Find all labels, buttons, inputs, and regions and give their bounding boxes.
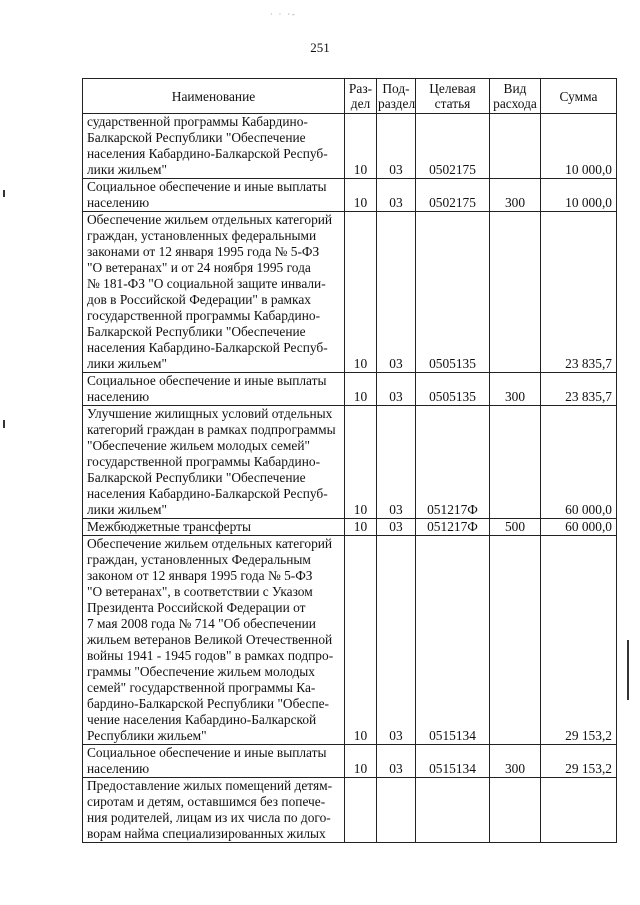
scan-mark: · · ·-: [270, 10, 297, 19]
cell-razdel: 10: [345, 406, 377, 519]
cell-name: Социальное обеспечение и иные выплаты населению: [83, 179, 345, 212]
margin-mark: [627, 640, 629, 700]
header-name: Наименование: [83, 79, 345, 114]
cell-summa: 60 000,0: [541, 406, 617, 519]
header-razdel: Раз- дел: [345, 79, 377, 114]
cell-summa: 23 835,7: [541, 373, 617, 406]
cell-razdel: 10: [345, 179, 377, 212]
table-row: [83, 373, 617, 406]
cell-vid: [490, 212, 541, 373]
table-header-row: [83, 79, 617, 114]
cell-statya: 0515134: [416, 536, 490, 745]
cell-razdel: 10: [345, 536, 377, 745]
cell-statya: 0515134: [416, 745, 490, 778]
cell-statya: 0502175: [416, 114, 490, 179]
cell-statya: [416, 778, 490, 843]
header-podrazdel: Под- раздел: [377, 79, 416, 114]
cell-name: Обеспечение жильем отдельных категорий граждан, установленных Федеральным законом от 12 января 1995 года № 5-ФЗ "О ветеранах", в соответствии с Указом Президента Российской Федерации от 7 мая 2008 года № 714 "Об обеспечении жильем ветеранов Великой Отечественной войны 1941 - 1945 годов" в рамках подпро- граммы "Обеспечение жильем молодых семей" государственной программы Ка- бардино-Балкарской Республики "Обеспе- чение населения Кабардино-Балкарской Республики жильем": [83, 536, 345, 745]
cell-summa: 60 000,0: [541, 519, 617, 536]
cell-statya: 0505135: [416, 212, 490, 373]
cell-podrazdel: 03: [377, 536, 416, 745]
table-row: [83, 212, 617, 373]
cell-name: Обеспечение жильем отдельных категорий граждан, установленных федеральными законами от 12 января 1995 года № 5-ФЗ "О ветеранах" и от 24 ноября 1995 года № 181-ФЗ "О социальной защите инвали- дов в Российской Федерации" в рамках государственной программы Кабардино- Балкарской Республики "Обеспечение населения Кабардино-Балкарской Респуб- лики жильем": [83, 212, 345, 373]
header-statya: Целевая статья: [416, 79, 490, 114]
cell-podrazdel: 03: [377, 373, 416, 406]
cell-podrazdel: 03: [377, 212, 416, 373]
cell-statya: 051217Ф: [416, 519, 490, 536]
cell-statya: 0502175: [416, 179, 490, 212]
cell-razdel: 10: [345, 212, 377, 373]
cell-summa: [541, 778, 617, 843]
cell-podrazdel: 03: [377, 114, 416, 179]
page-number: 251: [310, 40, 330, 55]
cell-vid: 300: [490, 373, 541, 406]
cell-name: Социальное обеспечение и иные выплаты населению: [83, 373, 345, 406]
cell-name: Предоставление жилых помещений детям- сиротам и детям, оставшимся без попече- ния родителей, лицам из их числа по дого- ворам найма специализированных жилых: [83, 778, 345, 843]
cell-summa: 10 000,0: [541, 179, 617, 212]
table-row: [83, 519, 617, 536]
cell-podrazdel: [377, 778, 416, 843]
cell-vid: [490, 406, 541, 519]
table-row: [83, 745, 617, 778]
cell-name: Улучшение жилищных условий отдельных категорий граждан в рамках подпрограммы "Обеспечение жильем молодых семей" государственной программы Кабардино- Балкарской Республики "Обеспечение населения Кабардино-Балкарской Респуб- лики жильем": [83, 406, 345, 519]
cell-podrazdel: 03: [377, 745, 416, 778]
cell-vid: [490, 536, 541, 745]
cell-summa: 29 153,2: [541, 536, 617, 745]
cell-summa: 23 835,7: [541, 212, 617, 373]
cell-vid: [490, 114, 541, 179]
cell-razdel: 10: [345, 745, 377, 778]
header-summa: Сумма: [541, 79, 617, 114]
header-vid: Вид расхода: [490, 79, 541, 114]
cell-razdel: 10: [345, 373, 377, 406]
cell-razdel: 10: [345, 519, 377, 536]
table-row: [83, 179, 617, 212]
table-row: [83, 536, 617, 745]
cell-vid: 300: [490, 745, 541, 778]
table-row: [83, 406, 617, 519]
cell-podrazdel: 03: [377, 179, 416, 212]
table-row: [83, 778, 617, 843]
cell-name: Межбюджетные трансферты: [83, 519, 345, 536]
table-row: [83, 114, 617, 179]
cell-statya: 051217Ф: [416, 406, 490, 519]
budget-table: [82, 78, 617, 843]
cell-vid: 300: [490, 179, 541, 212]
cell-razdel: 10: [345, 114, 377, 179]
margin-mark: [3, 420, 5, 428]
cell-podrazdel: 03: [377, 406, 416, 519]
cell-podrazdel: 03: [377, 519, 416, 536]
cell-statya: 0505135: [416, 373, 490, 406]
cell-name: Социальное обеспечение и иные выплаты населению: [83, 745, 345, 778]
cell-vid: 500: [490, 519, 541, 536]
margin-mark: [3, 190, 5, 197]
cell-razdel: [345, 778, 377, 843]
cell-summa: 29 153,2: [541, 745, 617, 778]
cell-name: сударственной программы Кабардино- Балкарской Республики "Обеспечение населения Кабардино-Балкарской Респуб- лики жильем": [83, 114, 345, 179]
cell-summa: 10 000,0: [541, 114, 617, 179]
cell-vid: [490, 778, 541, 843]
